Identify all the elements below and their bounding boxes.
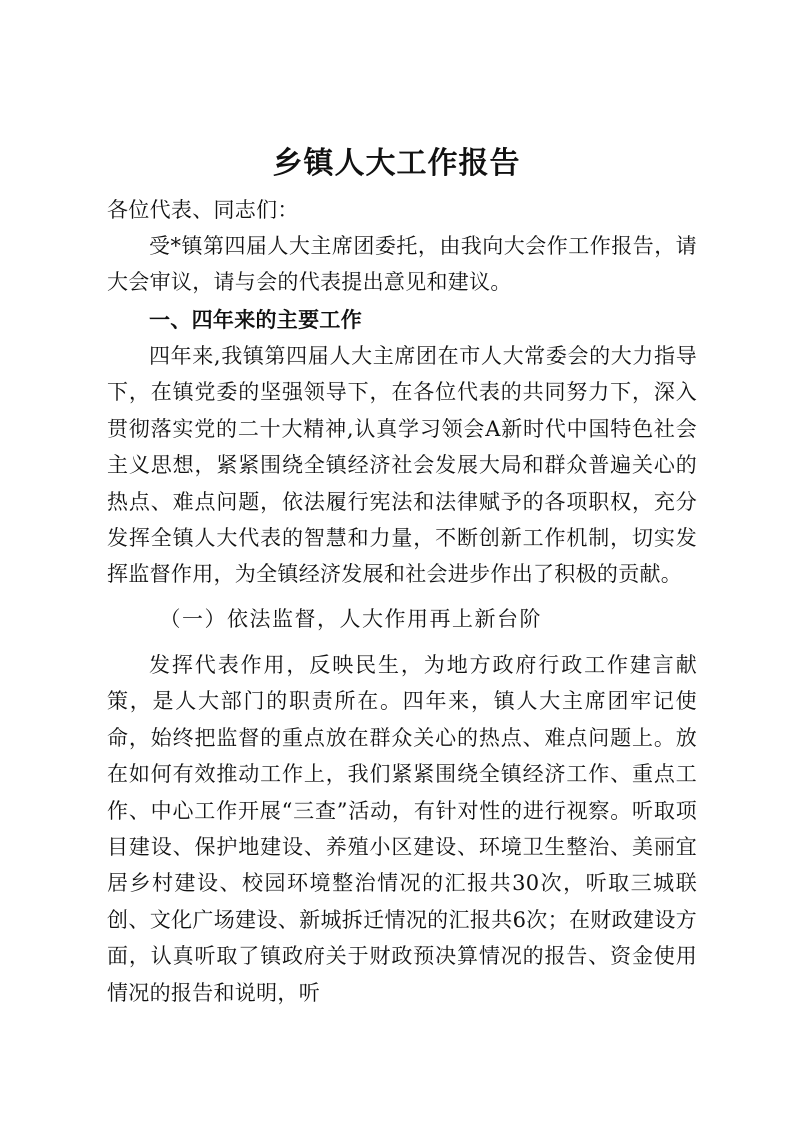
section-heading-1: 一、四年来的主要工作 [149,307,362,332]
subsection-heading-1: （一）依法监督，人大作用再上新台阶 [159,607,542,631]
paragraph-supervision: 发挥代表作用，反映民生，为地方政府行政工作建言献策，是人大部门的职责所在。四年来，镇人大主席团牢记使命，始终把监督的重点放在群众关心的热点、难点问题上。放在如何有效推动工作上，我们紧紧围绕全镇经济工作、重点工作、中心工作开展“三查”活动，有针对性的进行视察。听取项目建设、保护地建设、养殖小区建设、环境卫生整治、美丽宜居乡村建设、校园环境整治情况的汇报共30次，听取三城联创、文化广场建设、新城拆迁情况的汇报共6次；在财政建设方面，认真听取了镇政府关于财政预决算情况的报告、资金使用情况的报告和说明，听 [107,653,697,1005]
document-title: 乡镇人大工作报告 [272,146,521,181]
salutation: 各位代表、同志们： [107,198,299,222]
paragraph-intro: 受*镇第四届人大主席团委托，由我向大会作工作报告，请大会审议，请与会的代表提出意见和建议。 [107,234,697,295]
paragraph-main-work: 四年来,我镇第四届人大主席团在市人大常委会的大力指导下，在镇党委的坚强领导下，在各位代表的共同努力下，深入贯彻落实党的二十大精神,认真学习领会A新时代中国特色社会主义思想，紧紧围绕全镇经济社会发展大局和群众普遍关心的热点、难点问题，依法履行宪法和法律赋予的各项职权，充分发挥全镇人大代表的智慧和力量，不断创新工作机制，切实发挥监督作用，为全镇经济发展和社会进步作出了积极的贡献。 [107,344,697,587]
